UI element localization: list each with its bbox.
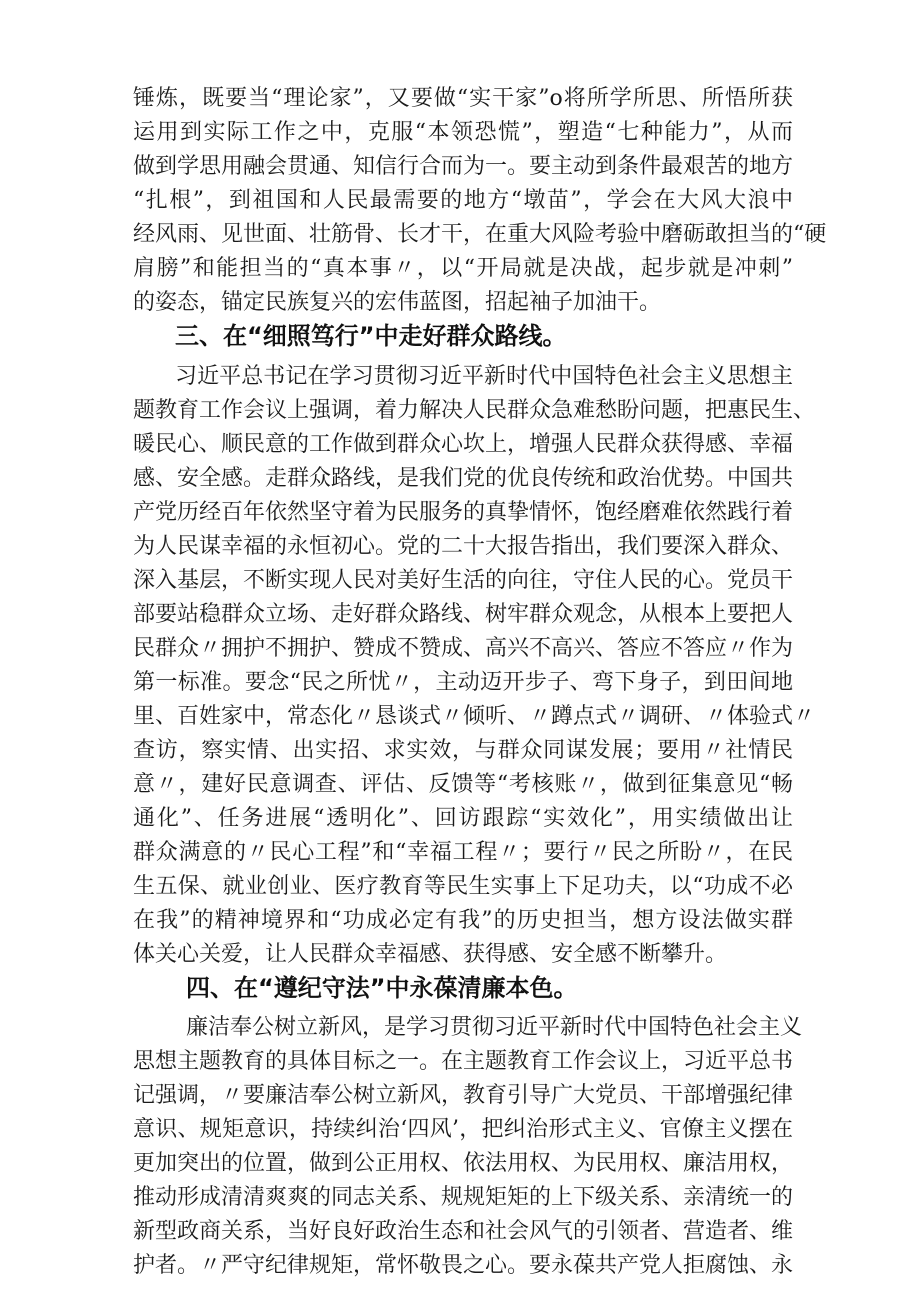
section-heading-3: 三、在“细照笃行”中走好群众路线。: [175, 322, 567, 350]
section-heading-4: 四、在“遵纪守法”中永葆清廉本色。: [186, 974, 578, 1002]
paragraph-line: 习近平总书记在学习贯彻习近平新时代中国特色社会主义思想主: [175, 364, 793, 389]
paragraph-line: 查访，察实情、出实招、求实效，与群众同谋发展；要用〃社情民: [133, 738, 793, 763]
paragraph-line: 经风雨、见世面、壮筋骨、长才干，在重大风险考验中磨砺敢担当的“硬: [133, 222, 827, 247]
paragraph-line: “扎根”，到祖国和人民最需要的地方“墩苗”，学会在大风大浪中: [133, 188, 793, 213]
paragraph-line: 感、安全感。走群众路线，是我们党的优良传统和政治优势。中国共: [133, 466, 794, 491]
paragraph-line: 通化”、任务进展“透明化”、回访跟踪“实效化”，用实绩做出让: [133, 806, 793, 831]
paragraph-line: 记强调，〃要廉洁奉公树立新风，教育引导广大党员、干部增强纪律: [133, 1083, 794, 1108]
paragraph-line: 护者。〃严守纪律规矩，常怀敬畏之心。要永葆共产党人拒腐蚀、永: [133, 1253, 794, 1278]
paragraph-line: 民群众〃拥护不拥护、赞成不赞成、高兴不高兴、答应不答应〃作为: [133, 636, 794, 661]
paragraph-line: 的姿态，锚定民族复兴的宏伟蓝图，招起袖子加油干。: [133, 290, 662, 315]
paragraph-line: 为人民谋幸福的永恒初心。党的二十大报告指出，我们要深入群众、: [133, 534, 794, 559]
paragraph-line: 推动形成清清爽爽的同志关系、规规矩矩的上下级关系、亲清统一的: [133, 1185, 794, 1210]
paragraph-line: 在我”的精神境界和“功成必定有我”的历史担当，想方设法做实群: [133, 908, 793, 933]
paragraph-line: 题教育工作会议上强调，着力解决人民群众急难愁盼问题，把惠民生、: [133, 398, 816, 423]
paragraph-line: 群众满意的〃民心工程”和“幸福工程〃；要行〃民之所盼〃，在民: [133, 840, 793, 865]
paragraph-line: 运用到实际工作之中，克服“本领恐慌”，塑造“七种能力”，从而: [133, 120, 793, 145]
paragraph-line: 意识、规矩意识，持续纠治‘四风’，把纠治形式主义、官僚主义摆在: [133, 1117, 793, 1142]
paragraph-line: 肩膀”和能担当的“真本事〃，以“开局就是决战，起步就是冲刺”: [133, 256, 793, 281]
paragraph-line: 锤炼，既要当“理论家”，又要做“实干家”o将所学所思、所悟所获: [133, 86, 793, 111]
paragraph-line: 深入基层，不断实现人民对美好生活的向往，守住人民的心。党员干: [133, 568, 794, 593]
paragraph-line: 里、百姓家中，常态化〃恳谈式〃倾听、〃蹲点式〃调研、〃体验式〃: [133, 704, 816, 729]
paragraph-line: 做到学思用融会贯通、知信行合而为一。要主动到条件最艰苦的地方: [133, 154, 794, 179]
paragraph-line: 暖民心、顺民意的工作做到群众心坎上，增强人民群众获得感、幸福: [133, 432, 794, 457]
paragraph-line: 产党历经百年依然坚守着为民服务的真挚情怀，饱经磨难依然践行着: [133, 500, 794, 525]
paragraph-line: 体关心关爱，让人民群众幸福感、获得感、安全感不断攀升。: [133, 942, 728, 967]
paragraph-line: 更加突出的位置，做到公正用权、依法用权、为民用权、廉洁用权，: [133, 1151, 794, 1176]
paragraph-line: 意〃，建好民意调查、评估、反馈等“考核账〃，做到征集意见“畅: [133, 772, 793, 797]
paragraph-line: 廉洁奉公树立新风，是学习贯彻习近平新时代中国特色社会主义: [186, 1015, 803, 1040]
paragraph-line: 第一标准。要念“民之所忧〃，主动迈开步子、弯下身子，到田间地: [133, 670, 793, 695]
paragraph-line: 新型政商关系，当好良好政治生态和社会风气的引领者、营造者、维: [133, 1219, 794, 1244]
paragraph-line: 思想主题教育的具体目标之一。在主题教育工作会议上，习近平总书: [133, 1049, 794, 1074]
paragraph-line: 部要站稳群众立场、走好群众路线、树牢群众观念，从根本上要把人: [133, 602, 794, 627]
paragraph-line: 生五保、就业创业、医疗教育等民生实事上下足功夫，以“功成不必: [133, 874, 793, 899]
